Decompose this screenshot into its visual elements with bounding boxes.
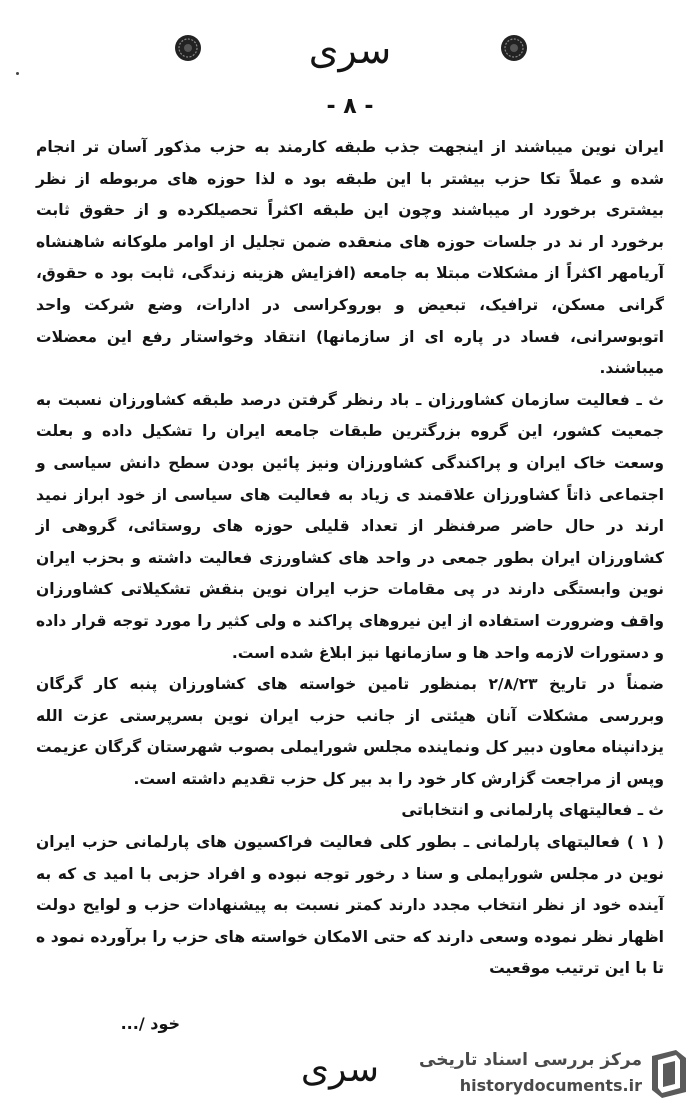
archive-watermark (414, 1044, 692, 1102)
continuation-marker: خود /... (120, 1014, 180, 1033)
document-body (36, 132, 664, 985)
watermark-persian-text: مرکز بررسی اسناد تاریخی (419, 1050, 642, 1070)
seal-icon (500, 34, 528, 62)
paragraph-gorgan-delegation: ضمناً در تاریخ ۲/۸/۲۳ بمنظور تامین خواسته های کشاورزان پنبه کار گرگان وبررسی مشکلات آنان هیئتی از جانب حزب ایران نوین بسرپرستی عزت الله یزدانپناه معاون دبیر کل ونماینده مجلس شورایملی بصوب شهرستان گرگان عزیمت وپس از مراجعت گزارش کار خود را بد بیر کل حزب تقدیم داشته است. (36, 675, 664, 788)
section-heading: ث ـ فعالیتهای پارلمانی و انتخاباتی (401, 801, 664, 820)
watermark-url: historydocuments.ir (459, 1076, 642, 1095)
page-number: - ۸ - (326, 94, 374, 119)
ink-speck (16, 72, 19, 75)
history-documents-logo-icon (646, 1046, 692, 1100)
classification-header: سری (308, 28, 392, 72)
paragraph-intro: ایران نوین میباشند از اینجهت جذب طبقه کارمند به حزب مذکور آسان تر انجام شده و عملاً تکا حزب بیشتر با این طبقه بود ه لذا حوزه های مربوطه از نظر بیشتری برخورد ار میباشند وچون این طبقه اکثراً تحصیلکرده و از حقوق ثابت برخورد ار ند در جلسات حوزه های منعقده ضمن تجلیل از اوامر ملوکانه شاهنشاه آریامهر اکثراً از مشکلات مبتلا به جامعه (افزایش هزینه زندگی، ثابت بود ه حقوق، گرانی مسکن، ترافیک، تبعیض و بوروکراسی در ادارات، وضع شرکت واحد اتوبوسرانی، فساد در پاره ای از سازمانها) انتقاد وخواستار رفع این معضلات میباشند. (36, 138, 664, 378)
seal-icon (174, 34, 202, 62)
classification-footer: سری (300, 1049, 380, 1090)
paragraph-farmers: ث ـ فعالیت سازمان کشاورزان ـ باد رنظر گرفتن درصد طبقه کشاورزان نسبت به جمعیت کشور، این گروه بزرگترین طبقات جامعه ایران را تشکیل داده و بعلت وسعت خاک ایران و پراکندگی کشاورزان ونیز پائین بودن سطح دانش سیاسی و اجتماعی ذاتاً کشاورزان علاقمند ی زیاد به فعالیت های سیاسی از خود ابراز نمید ارند در حال حاضر صرفنظر از تعداد قلیلی حوزه های روستائی، گروهی از کشاورزان ایران بطور جمعی در واحد های کشاورزی فعالیت داشته و بحزب ایران نوین وابستگی دارند در پی مقامات حزب ایران نوین بنقش تشکیلاتی کشاورزان واقف وضرورت استفاده از این نیروهای پراکند ه ولی کثیر را مورد توجه قرار داده و دستورات لازمه واحد ها و سازمانها نیز ابلاغ شده است. (36, 390, 664, 662)
paragraph-parliamentary: ( ۱ ) فعالیتهای پارلمانی ـ بطور کلی فعالیت فراکسیون های پارلمانی حزب ایران نوین در مجلس شورایملی و سنا د رخور توجه نبوده و افراد حزبی با امید ی که به آینده خود از نظر انتخاب مجدد دارند کمتر نسبت به پیشنهادات حزب و لوایح دولت اظهار نظر نموده وسعی دارند که حتی الامکان خواسته های حزب را برآورده نمود ه تا با این ترتیب موقعیت (36, 833, 665, 978)
